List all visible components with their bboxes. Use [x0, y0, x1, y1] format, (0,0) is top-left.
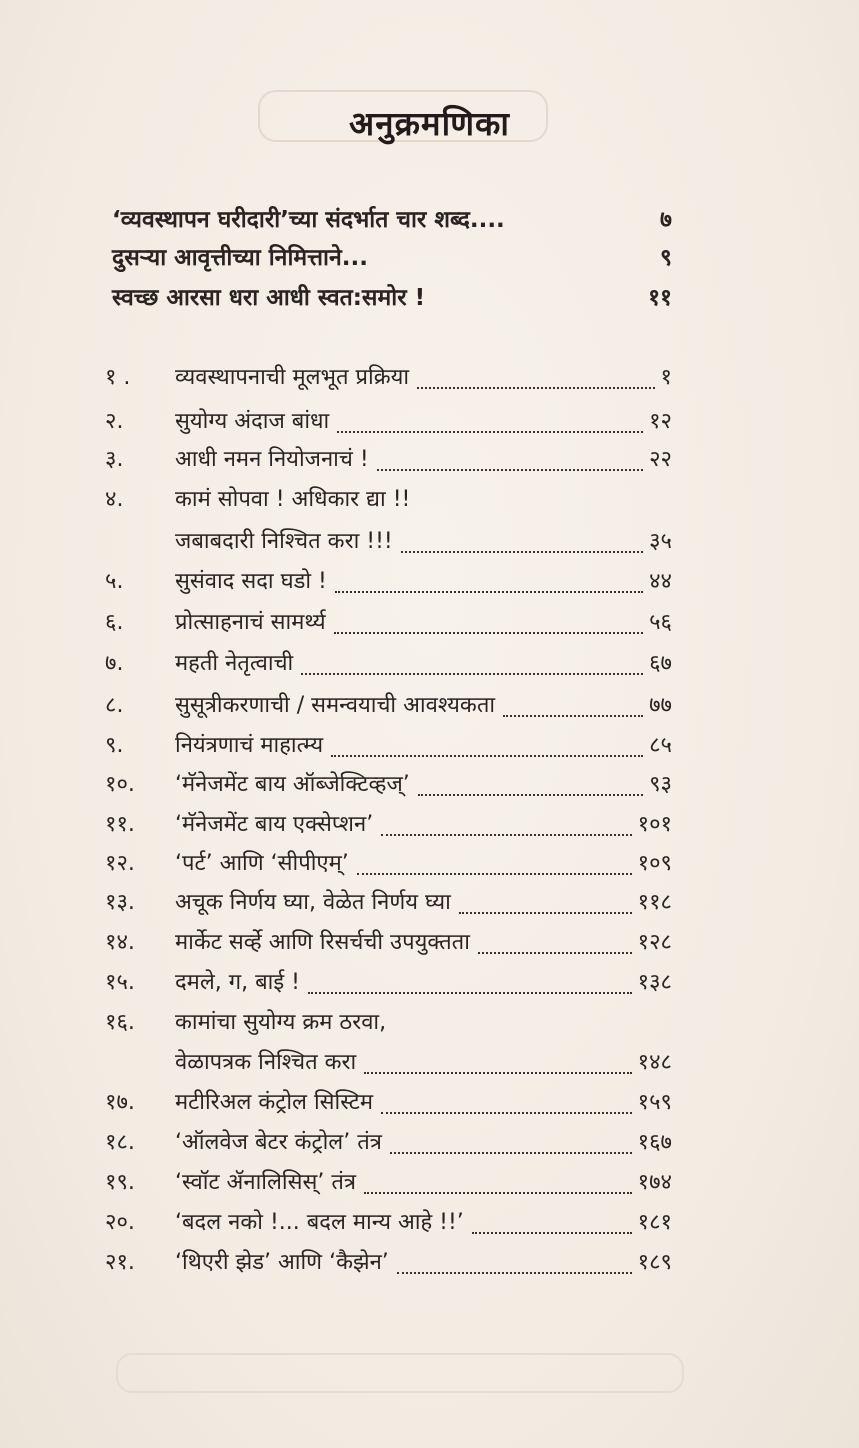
chapter-number: ३. [105, 447, 124, 472]
dot-leader [308, 956, 632, 994]
chapter-number: १२. [105, 851, 135, 876]
chapter-page: १३८ [637, 970, 672, 995]
dot-leader [401, 515, 643, 553]
chapter-number: २१. [105, 1250, 135, 1275]
chapter-page: १४८ [637, 1050, 672, 1075]
chapter-page: १७४ [637, 1170, 672, 1195]
dot-leader [459, 876, 632, 914]
chapter-title: कामांचा सुयोग्य क्रम ठरवा, [175, 1010, 387, 1035]
chapter-page: १२८ [637, 930, 672, 955]
chapter-number: २०. [105, 1210, 135, 1235]
chapter-page: १८१ [637, 1210, 672, 1235]
toc-entry [105, 646, 672, 682]
dot-leader [503, 679, 643, 717]
intro-item-title: स्वच्छ आरसा धरा आधी स्वत:समोर ! [112, 285, 426, 311]
dot-leader [337, 395, 643, 433]
chapter-title: कामं सोपवा ! अधिकार द्या !! [175, 487, 411, 512]
dot-leader [390, 1116, 632, 1154]
chapter-title: ‘बदल नको !... बदल मान्य आहे !!’ [175, 1210, 464, 1235]
dot-leader [331, 719, 643, 757]
chapter-page: ३५ [649, 529, 672, 554]
dot-leader [364, 1036, 632, 1074]
chapter-title: ‘मॅनेजमेंट बाय एक्सेप्शन’ [175, 812, 374, 837]
chapter-number: १७. [105, 1090, 135, 1115]
chapter-page: ५६ [649, 610, 672, 635]
chapter-title: ‘स्वॉट ॲनालिसिस्’ तंत्र [175, 1170, 357, 1195]
chapter-title: अचूक निर्णय घ्या, वेळेत निर्णय घ्या [175, 890, 451, 915]
chapter-title: मार्केट सर्व्हे आणि रिसर्चची उपयुक्तता [175, 930, 470, 955]
chapter-title: ‘पर्ट’ आणि ‘सीपीएम्’ [175, 851, 349, 876]
chapter-title: महती नेतृत्वाची [175, 651, 294, 676]
dot-leader [418, 758, 643, 796]
chapter-page: ९३ [649, 772, 672, 797]
chapter-title: सुयोग्य अंदाज बांधा [175, 409, 330, 434]
dot-leader [334, 596, 643, 634]
chapter-page: १०९ [637, 851, 672, 876]
toc-entry [105, 442, 672, 478]
chapter-page: ४४ [649, 569, 672, 594]
chapter-page: १ [660, 365, 672, 390]
chapter-title: सुसूत्रीकरणाची / समन्वयाची आवश्यकता [175, 693, 496, 718]
toc-entry [105, 482, 672, 518]
chapter-page: ११८ [637, 890, 672, 915]
dot-leader [335, 555, 643, 593]
chapter-number: १६. [105, 1010, 135, 1035]
chapter-number: ७. [105, 651, 124, 676]
chapter-number: १३. [105, 890, 135, 915]
chapter-number: १८. [105, 1130, 135, 1155]
chapter-number: १४. [105, 930, 135, 955]
chapter-page: १२ [649, 409, 672, 434]
dot-leader [417, 351, 655, 389]
intro-item-title: दुसऱ्या आवृत्तीच्या निमित्ताने... [112, 245, 368, 271]
footer-frame [116, 1353, 684, 1393]
chapter-title: प्रोत्साहनाचं सामर्थ्य [175, 610, 326, 635]
toc-entry [105, 605, 672, 641]
chapter-number: ४. [105, 487, 124, 512]
chapter-number: १९. [105, 1170, 135, 1195]
dot-leader [377, 433, 643, 471]
toc-entry [105, 965, 672, 1001]
toc-entry [105, 360, 672, 396]
dot-leader [478, 916, 632, 954]
chapter-page: १०१ [637, 812, 672, 837]
dot-leader [381, 1076, 632, 1114]
chapter-title: वेळापत्रक निश्चित करा [175, 1050, 357, 1075]
chapter-title: ‘थिएरी झेड’ आणि ‘कैझेन’ [175, 1250, 389, 1275]
chapter-title: ‘मॅनेजमेंट बाय ऑब्जेक्टिव्हज्’ [175, 772, 410, 797]
chapter-number: १ . [105, 365, 131, 390]
page-title: अनुक्रमणिका [349, 104, 510, 143]
chapter-number: २. [105, 409, 124, 434]
chapter-title: आधी नमन नियोजनाचं ! [175, 447, 369, 472]
dot-leader [357, 837, 632, 875]
chapter-number: १०. [105, 772, 135, 797]
chapter-page: ८५ [649, 733, 672, 758]
chapter-number: १५. [105, 970, 135, 995]
chapter-page: ६७ [649, 651, 672, 676]
chapter-page: ७७ [649, 693, 672, 718]
chapter-title: जबाबदारी निश्चित करा !!! [175, 529, 393, 554]
chapter-title: मटीरिअल कंट्रोल सिस्टिम [175, 1090, 374, 1115]
chapter-page: २२ [649, 447, 672, 472]
dot-leader [472, 1196, 632, 1234]
chapter-page: १५९ [637, 1090, 672, 1115]
chapter-number: ८. [105, 693, 124, 718]
dot-leader [301, 637, 643, 675]
dot-leader [381, 798, 632, 836]
chapter-page: १८९ [637, 1250, 672, 1275]
dot-leader [397, 1236, 632, 1274]
intro-item [112, 241, 672, 275]
chapter-title: सुसंवाद सदा घडो ! [175, 569, 327, 594]
chapter-number: ९. [105, 733, 124, 758]
chapter-title: दमले, ग, बाई ! [175, 970, 300, 995]
chapter-title: ‘ऑलवेज बेटर कंट्रोल’ तंत्र [175, 1130, 382, 1155]
chapter-number: ५. [105, 569, 124, 594]
intro-item-title: ‘व्यवस्थापन घरीदारी’च्या संदर्भात चार शब्द.... [112, 207, 505, 233]
intro-item-page: ९ [660, 245, 672, 271]
intro-item-page: ७ [660, 207, 672, 233]
chapter-number: ११. [105, 812, 135, 837]
intro-item [112, 281, 672, 315]
dot-leader [364, 1156, 632, 1194]
chapter-page: १६७ [637, 1130, 672, 1155]
chapter-title: नियंत्रणाचं माहात्म्य [175, 733, 324, 758]
chapter-number: ६. [105, 610, 124, 635]
toc-entry [105, 1245, 672, 1281]
chapter-title: व्यवस्थापनाची मूलभूत प्रक्रिया [175, 365, 410, 390]
intro-item-page: ११ [648, 285, 672, 311]
intro-item [112, 203, 672, 237]
toc-entry [105, 564, 672, 600]
